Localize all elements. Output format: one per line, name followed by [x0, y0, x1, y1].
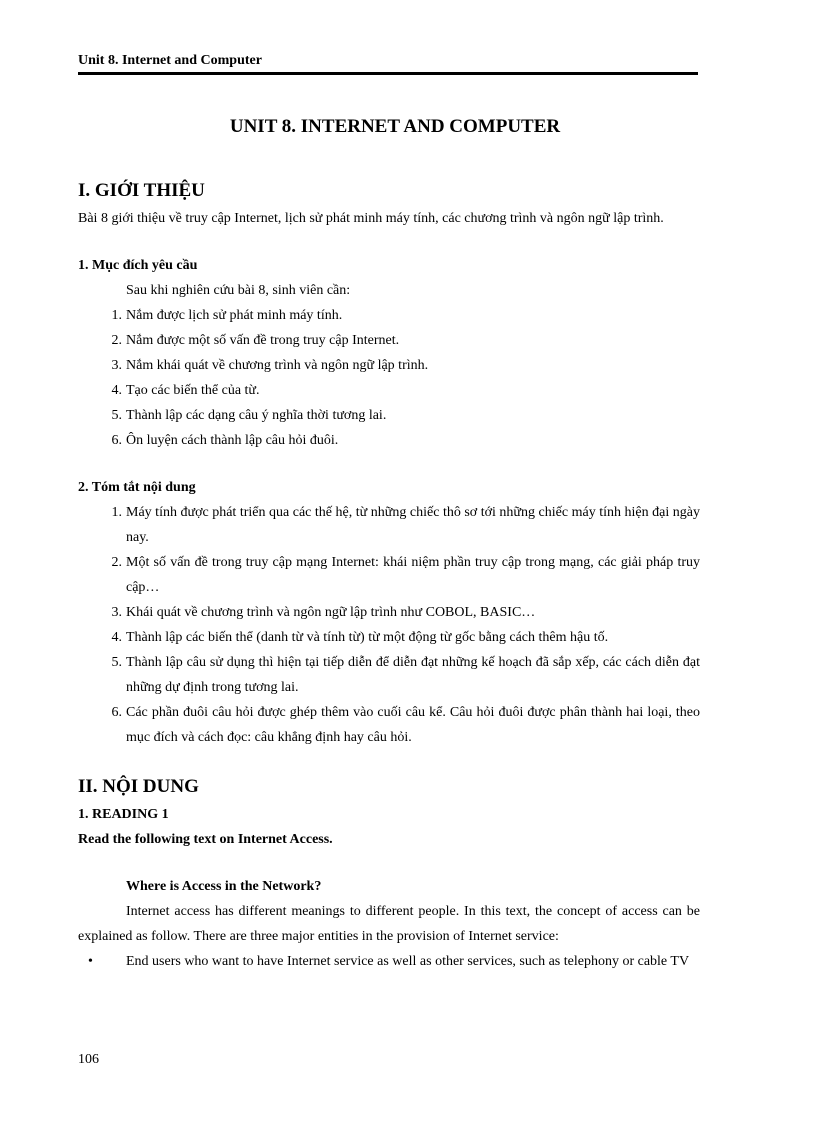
- list-number: 1.: [111, 505, 122, 520]
- page-title: UNIT 8. INTERNET AND COMPUTER: [229, 116, 561, 137]
- bullet-icon: •: [88, 954, 93, 969]
- list-item: [78, 403, 700, 428]
- list-item: [78, 328, 700, 353]
- list-number: 2.: [111, 555, 122, 570]
- list-item: [78, 550, 700, 600]
- list-item: [78, 949, 700, 974]
- list-text: Khái quát về chương trình và ngôn ngữ lập trình như COBOL, BASIC…: [126, 605, 536, 620]
- list-text: Nắm khái quát về chương trình và ngôn ngữ lập trình.: [126, 358, 429, 373]
- list-number: 1.: [111, 308, 122, 323]
- objectives-heading: 1. Mục đích yêu cầu: [78, 258, 198, 273]
- list-text: Một số vấn đề trong truy cập mạng Internet: khái niệm phần truy cập trong mạng, các giải pháp truy cập…: [126, 555, 700, 595]
- list-number: 3.: [111, 358, 122, 373]
- list-item: [78, 353, 700, 378]
- reading-paragraph: Internet access has different meanings to different people. In this text, the concept of access can be explained as follow. There are three major entities in the provision of Internet service:: [78, 904, 700, 944]
- list-text: End users who want to have Internet service as well as other services, such as telephony or cable TV: [126, 954, 690, 969]
- summary-list: [78, 500, 700, 750]
- list-text: Các phần đuôi câu hỏi được ghép thêm vào cuối câu kể. Câu hỏi đuôi được phân thành hai loại, theo mục đích và cách đọc: câu khẳng định hay câu hỏi.: [126, 705, 700, 745]
- objectives-list: [78, 303, 700, 453]
- list-number: 3.: [111, 605, 122, 620]
- list-text: Ôn luyện cách thành lập câu hỏi đuôi.: [126, 433, 339, 448]
- objectives-lead: Sau khi nghiên cứu bài 8, sinh viên cần:: [126, 283, 351, 298]
- reading-bullets: [78, 949, 700, 974]
- list-item: [78, 428, 700, 453]
- list-item: [78, 500, 700, 550]
- list-item: [78, 700, 700, 750]
- summary-heading: 2. Tóm tắt nội dung: [78, 480, 196, 495]
- intro-heading: I. GIỚI THIỆU: [78, 180, 205, 201]
- reading-heading: 1. READING 1: [78, 807, 169, 822]
- list-text: Thành lập các dạng câu ý nghĩa thời tương lai.: [126, 408, 387, 423]
- list-number: 5.: [111, 655, 122, 670]
- reading-instruction: Read the following text on Internet Access.: [78, 832, 333, 847]
- list-text: Thành lập câu sử dụng thì hiện tại tiếp diễn để diễn đạt những kế hoạch đã sắp xếp, các cách diễn đạt những dự định trong tương lai.: [126, 655, 700, 695]
- content-heading: II. NỘI DUNG: [78, 776, 199, 797]
- list-text: Nắm được một số vấn đề trong truy cập Internet.: [126, 333, 400, 348]
- intro-text: Bài 8 giới thiệu về truy cập Internet, lịch sử phát minh máy tính, các chương trình và ngôn ngữ lập trình.: [78, 211, 664, 226]
- list-item: [78, 625, 700, 650]
- list-text: Nắm được lịch sử phát minh máy tính.: [126, 308, 343, 323]
- list-text: Máy tính được phát triển qua các thế hệ, từ những chiếc thô sơ tới những chiếc máy tính hiện đại ngày nay.: [126, 505, 700, 545]
- list-text: Tạo các biến thể của từ.: [126, 383, 260, 398]
- page-number: 106: [78, 1052, 99, 1067]
- page-content: [78, 112, 700, 974]
- list-item: [78, 650, 700, 700]
- list-text: Thành lập các biến thể (danh từ và tính từ) từ một động từ gốc bằng cách thêm hậu tố.: [126, 630, 609, 645]
- list-number: 6.: [111, 705, 122, 720]
- list-number: 6.: [111, 433, 122, 448]
- list-number: 2.: [111, 333, 122, 348]
- list-number: 4.: [111, 630, 122, 645]
- list-number: 5.: [111, 408, 122, 423]
- list-item: [78, 303, 700, 328]
- list-item: [78, 378, 700, 403]
- running-header: Unit 8. Internet and Computer: [78, 53, 698, 75]
- reading-subtitle: Where is Access in the Network?: [126, 879, 322, 894]
- list-item: [78, 600, 700, 625]
- list-number: 4.: [111, 383, 122, 398]
